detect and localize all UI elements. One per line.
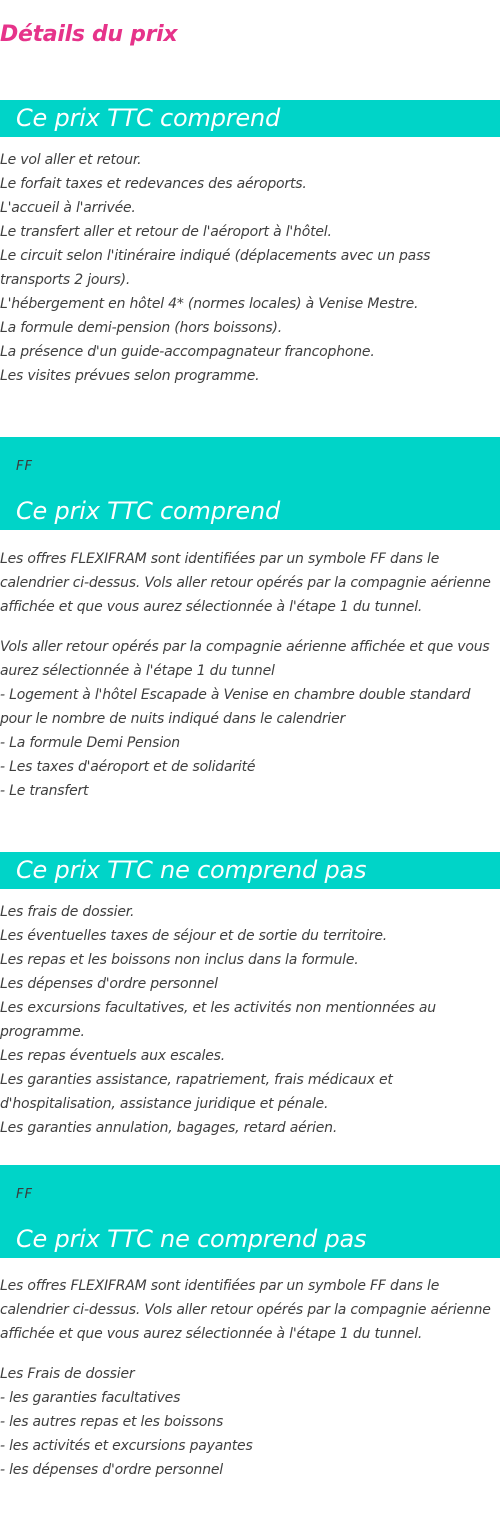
list-item: - les dépenses d'ordre personnel xyxy=(0,1462,224,1478)
list-item: Les excursions facultatives, et les activités non mentionnées au programme. xyxy=(0,1000,436,1040)
section-content-ff-included xyxy=(0,547,500,803)
list-item: L'hébergement en hôtel 4* (normes locales) à Venise Mestre. xyxy=(0,296,419,312)
list-item: Les visites prévues selon programme. xyxy=(0,368,260,384)
list-item: Les frais de dossier. xyxy=(0,904,135,920)
paragraph-gap xyxy=(0,1346,500,1362)
list-item: Vols aller retour opérés par la compagnie aérienne affichée et que vous aurez sélectionnée à l'étape 1 du tunnel xyxy=(0,639,490,679)
intro-paragraph: Les offres FLEXIFRAM sont identifiées par un symbole FF dans le calendrier ci-dessus. Vols aller retour opérés par la compagnie aérienne affichée et que vous aurez sélectionnée à l'étape 1 du tunnel. xyxy=(0,551,491,615)
list-item: Les repas et les boissons non inclus dans la formule. xyxy=(0,952,359,968)
list-item: - Le transfert xyxy=(0,783,89,799)
paragraph-gap xyxy=(0,619,500,635)
list-item: Le vol aller et retour. xyxy=(0,152,142,168)
section-header-not-included xyxy=(0,852,500,889)
ff-tag: FF xyxy=(16,459,33,474)
list-item: Le circuit selon l'itinéraire indiqué (déplacements avec un pass transports 2 jours). xyxy=(0,248,431,288)
list-item: - les activités et excursions payantes xyxy=(0,1438,253,1454)
list-item: - les autres repas et les boissons xyxy=(0,1414,224,1430)
list-item: Les garanties assistance, rapatriement, frais médicaux et d'hospitalisation, assistance juridique et pénale. xyxy=(0,1072,393,1112)
page-title: Détails du prix xyxy=(0,22,178,47)
section-content-not-included xyxy=(0,900,500,1140)
list-item: - Les taxes d'aéroport et de solidarité xyxy=(0,759,256,775)
list-item: - les garanties facultatives xyxy=(0,1390,181,1406)
list-item: La formule demi-pension (hors boissons). xyxy=(0,320,283,336)
list-item: Les dépenses d'ordre personnel xyxy=(0,976,218,992)
list-item: Le transfert aller et retour de l'aéroport à l'hôtel. xyxy=(0,224,332,240)
section-content-included xyxy=(0,148,500,388)
list-item: Les garanties annulation, bagages, retard aérien. xyxy=(0,1120,338,1136)
list-item: La présence d'un guide-accompagnateur francophone. xyxy=(0,344,375,360)
section-heading-ff-included: Ce prix TTC comprend xyxy=(16,497,281,525)
section-header-ff-included xyxy=(0,437,500,530)
list-item: - Logement à l'hôtel Escapade à Venise en chambre double standard pour le nombre de nuits indiqué dans le calendrier xyxy=(0,687,471,727)
ff-tag: FF xyxy=(16,1187,33,1202)
list-item: Les éventuelles taxes de séjour et de sortie du territoire. xyxy=(0,928,387,944)
section-heading-included: Ce prix TTC comprend xyxy=(16,104,281,132)
section-header-ff-not-included xyxy=(0,1165,500,1258)
section-heading-not-included: Ce prix TTC ne comprend pas xyxy=(16,856,367,884)
list-item: L'accueil à l'arrivée. xyxy=(0,200,136,216)
section-header-included xyxy=(0,100,500,137)
list-item: Le forfait taxes et redevances des aéroports. xyxy=(0,176,307,192)
list-item: Les repas éventuels aux escales. xyxy=(0,1048,225,1064)
intro-paragraph: Les offres FLEXIFRAM sont identifiées par un symbole FF dans le calendrier ci-dessus. Vols aller retour opérés par la compagnie aérienne affichée et que vous aurez sélectionnée à l'étape 1 du tunnel. xyxy=(0,1278,491,1342)
section-content-ff-not-included xyxy=(0,1274,500,1482)
section-heading-ff-not-included: Ce prix TTC ne comprend pas xyxy=(16,1225,367,1253)
list-item: - La formule Demi Pension xyxy=(0,735,180,751)
list-item: Les Frais de dossier xyxy=(0,1366,135,1382)
